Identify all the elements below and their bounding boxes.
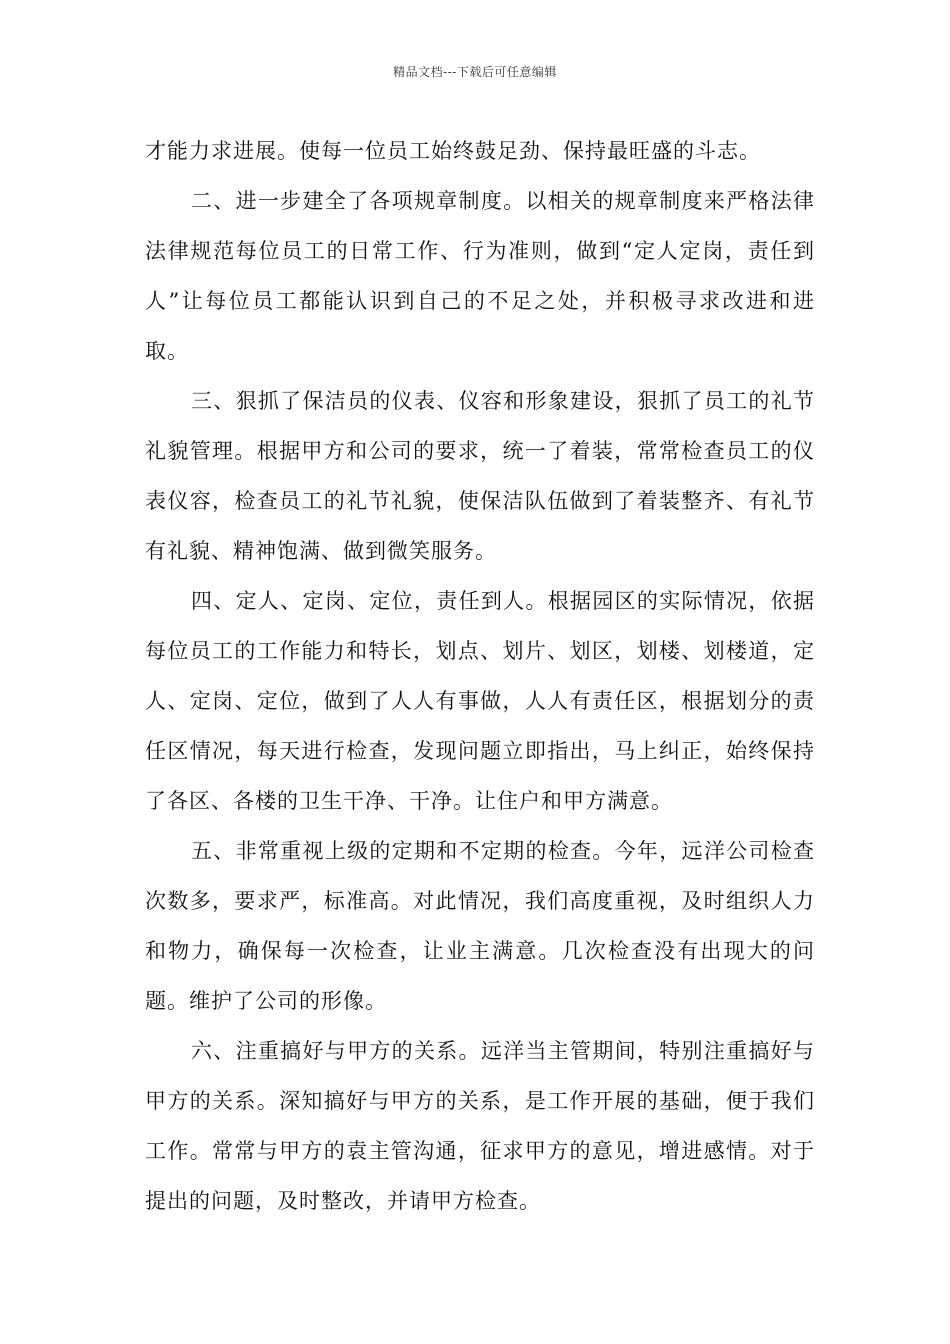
paragraph: 才能力求进展。使每一位员工始终鼓足劲、保持最旺盛的斗志。 xyxy=(145,139,761,163)
page-header: 精品文档---下载后可任意编辑 xyxy=(393,65,557,79)
document-body xyxy=(145,126,815,1226)
paragraph: 四、定人、定岗、定位，责任到人。根据园区的实际情况，依据每位员工的工作能力和特长，划点、划片、划区，划楼、划楼道，定人、定岗、定位，做到了人人有事做，人人有责任区，根据划分的责任区情况，每天进行检查，发现问题立即指出，马上纠正，始终保持了各区、各楼的卫生干净、干净。让住户和甲方满意。 xyxy=(145,589,815,813)
paragraph: 六、注重搞好与甲方的关系。远洋当主管期间，特别注重搞好与甲方的关系。深知搞好与甲方的关系，是工作开展的基础，便于我们工作。常常与甲方的袁主管沟通，征求甲方的意见，增进感情。对于提出的问题，及时整改，并请甲方检查。 xyxy=(145,1039,815,1213)
paragraph: 二、进一步建全了各项规章制度。以相关的规章制度来严格法律法律规范每位员工的日常工作、行为准则，做到“定人定岗，责任到人”让每位员工都能认识到自己的不足之处，并积极寻求改进和进取。 xyxy=(145,189,815,363)
paragraph: 五、非常重视上级的定期和不定期的检查。今年，远洋公司检查次数多，要求严，标准高。对此情况，我们高度重视，及时组织人力和物力，确保每一次检查，让业主满意。几次检查没有出现大的问题。维护了公司的形像。 xyxy=(145,839,815,1013)
paragraph: 三、狠抓了保洁员的仪表、仪容和形象建设，狠抓了员工的礼节礼貌管理。根据甲方和公司的要求，统一了着装，常常检查员工的仪表仪容，检查员工的礼节礼貌，使保洁队伍做到了着装整齐、有礼节有礼貌、精神饱满、做到微笑服务。 xyxy=(145,389,815,563)
